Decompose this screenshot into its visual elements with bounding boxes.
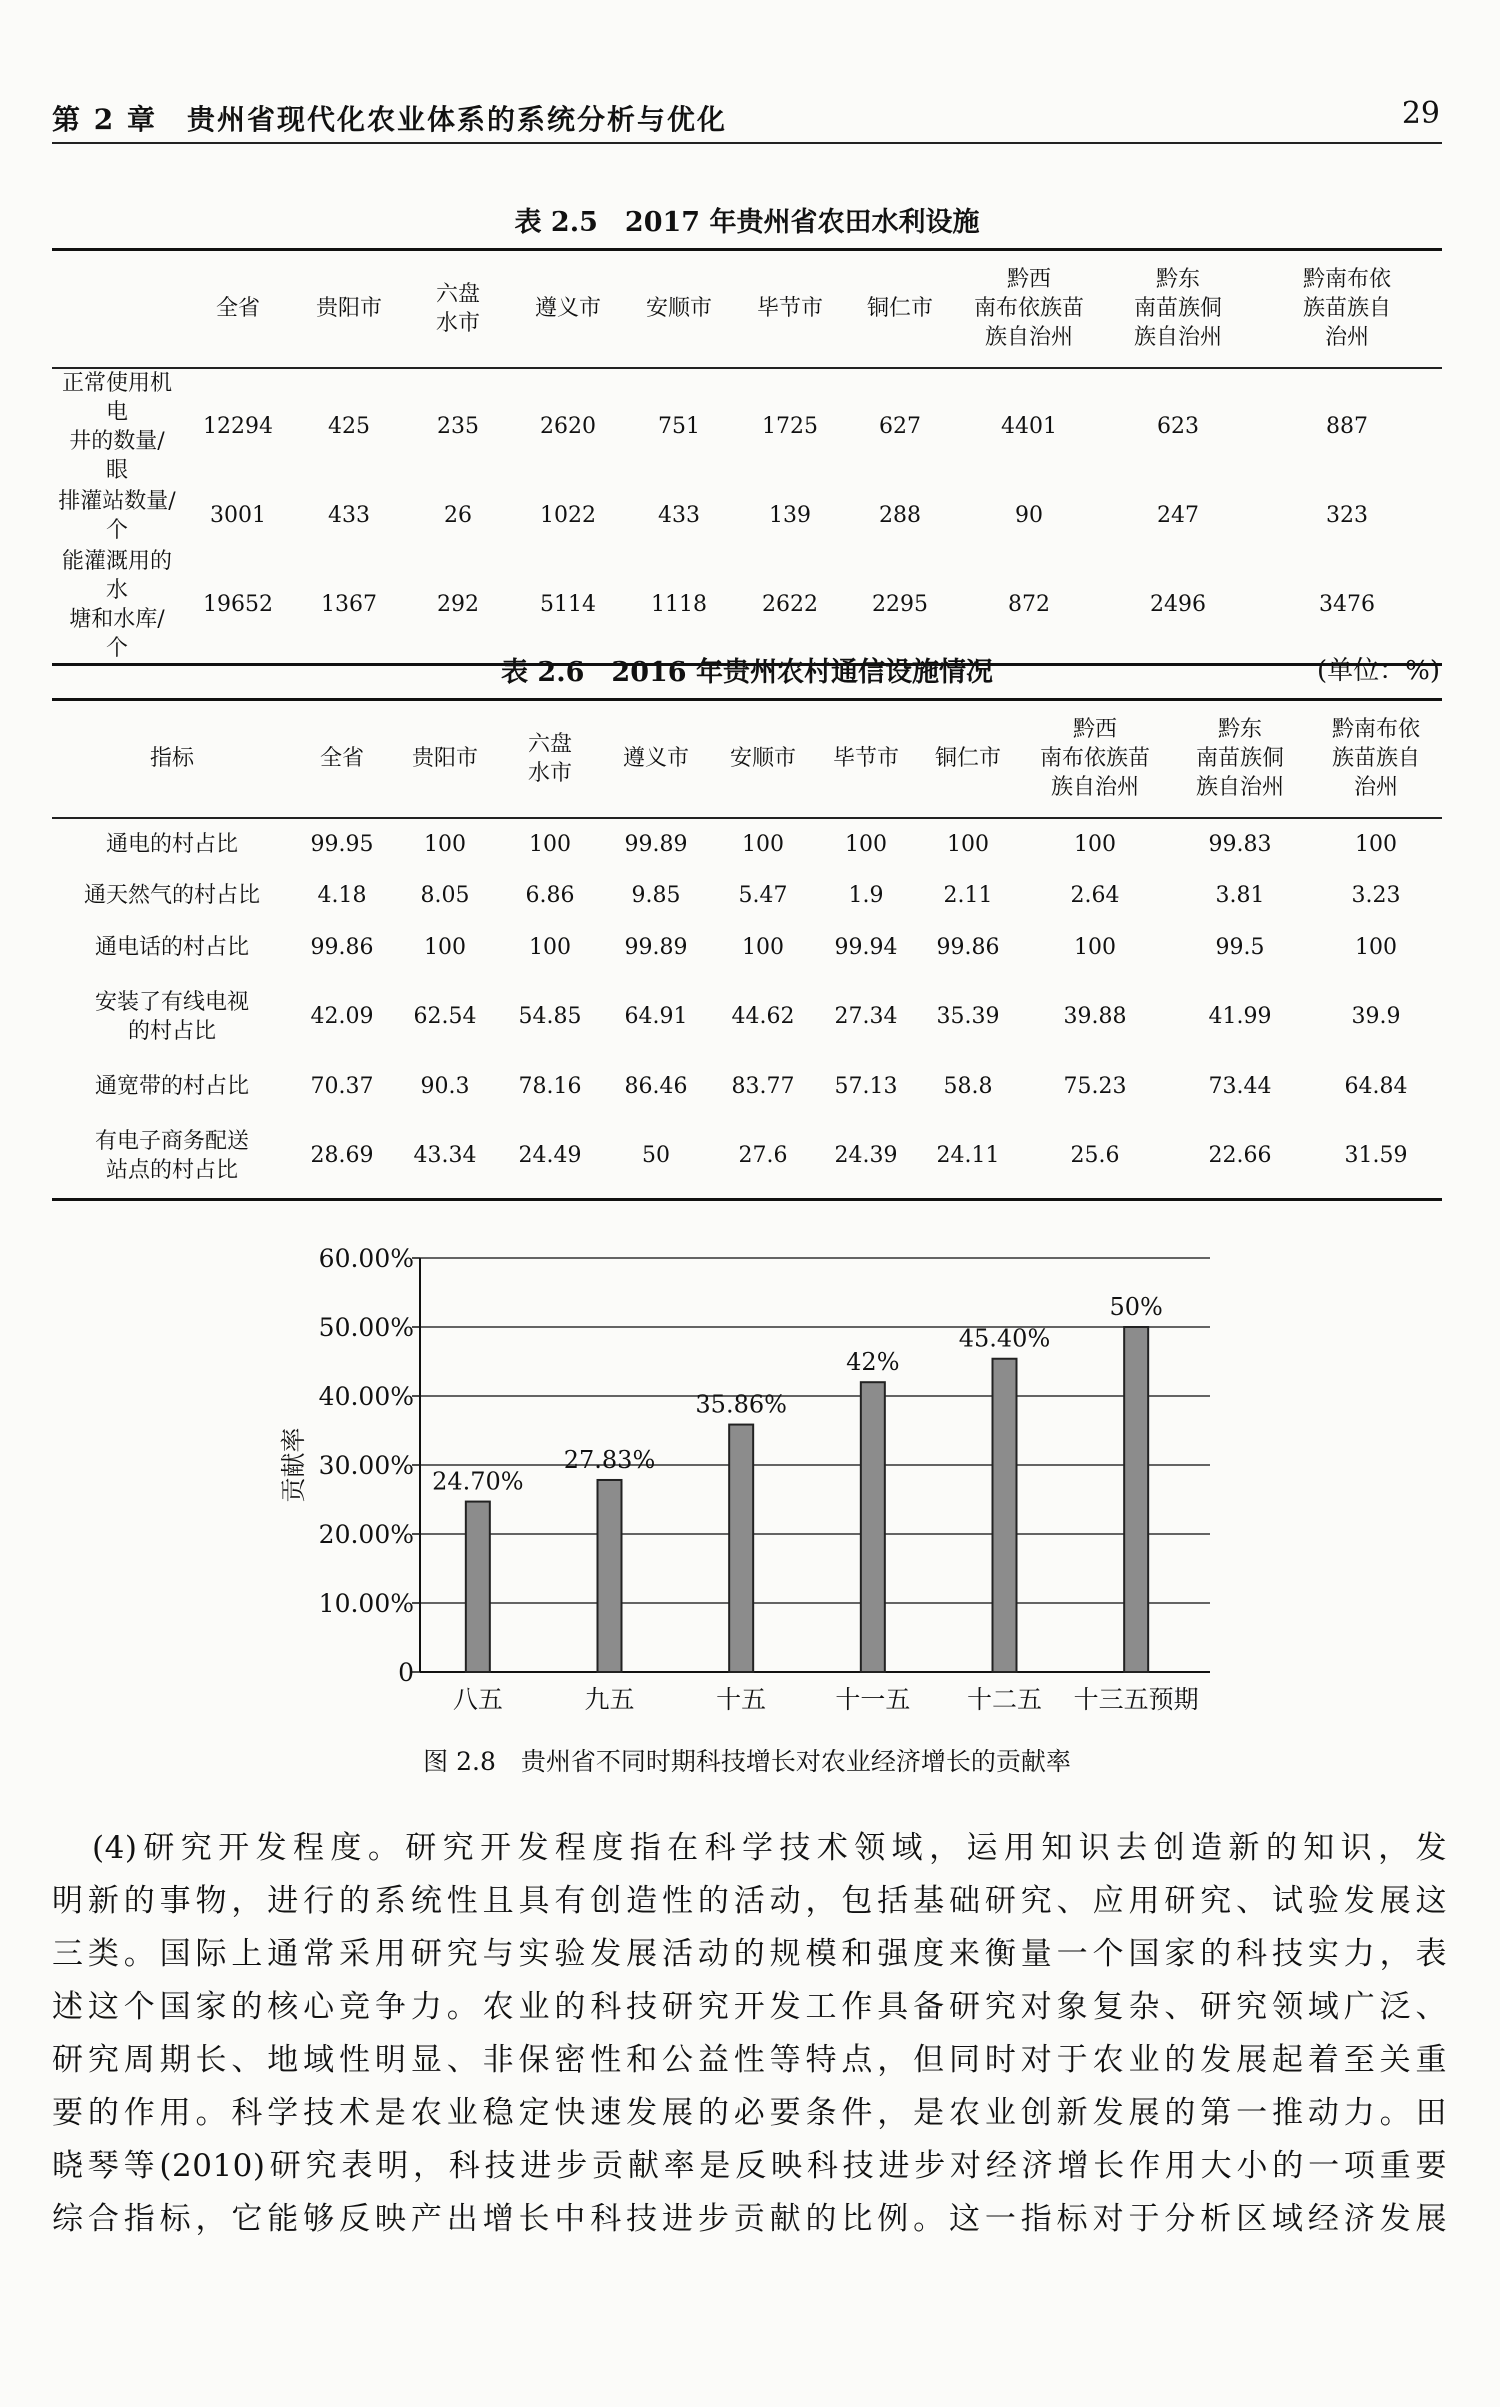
table-cell: 1022	[540, 503, 596, 528]
table-cell: 1367	[321, 592, 377, 617]
table-cell: 433	[328, 503, 370, 528]
y-axis-label: 贡献率	[279, 1427, 308, 1503]
table-cell: 751	[658, 414, 700, 439]
bar	[466, 1502, 490, 1672]
table-cell: 24.11	[936, 1143, 1000, 1169]
table-cell: 41.99	[1208, 1004, 1272, 1029]
table-cell: 6.86	[525, 883, 575, 908]
table-cell: 99.83	[1208, 831, 1272, 857]
table-cell: 100	[529, 935, 571, 960]
table2-col-header: 全省	[292, 700, 392, 818]
bar	[993, 1359, 1017, 1672]
bar	[598, 1480, 622, 1672]
paragraph-line: 三类。国际上通常采用研究与实验发展活动的规模和强度来衡量一个国家的科技实力，表	[52, 1936, 1447, 1972]
table-cell: 3001	[210, 503, 266, 528]
row-label: 通天然气的村占比	[83, 883, 260, 908]
table-cell: 100	[529, 831, 571, 857]
y-tick-label: 60.00%	[318, 1244, 414, 1273]
table-cell: 99.89	[624, 935, 688, 960]
data-label: 45.40%	[958, 1324, 1051, 1353]
table-cell: 2620	[540, 414, 596, 439]
table-cell: 100	[742, 831, 784, 857]
table1-col-header: 黔西 南布依族苗 族自治州	[954, 250, 1104, 368]
table-cell: 43.34	[413, 1143, 477, 1169]
data-label: 24.70%	[432, 1467, 524, 1496]
table-cell: 24.49	[518, 1143, 582, 1169]
table-cell: 99.86	[936, 935, 1000, 960]
table1-col-header: 铜仁市	[846, 250, 954, 368]
table2-col-header: 指标	[52, 700, 292, 818]
table-cell: 50	[642, 1143, 670, 1169]
table1-col-header: 安顺市	[624, 250, 734, 368]
table-cell: 31.59	[1344, 1143, 1408, 1169]
table-cell: 139	[769, 503, 811, 528]
table-cell: 1725	[762, 414, 818, 439]
table2-col-header: 毕节市	[816, 700, 916, 818]
paragraph-line: 要的作用。科学技术是农业稳定快速发展的必要条件，是农业创新发展的第一推动力。田	[52, 2095, 1447, 2131]
paragraph-line: (4)研究开发程度。研究开发程度指在科学技术领域，运用知识去创造新的知识，发	[92, 1830, 1447, 1866]
table-cell: 19652	[203, 592, 273, 617]
table-cell: 27.34	[834, 1004, 898, 1029]
table2-col-header: 安顺市	[710, 700, 816, 818]
table-cell: 39.88	[1063, 1004, 1127, 1029]
table-cell: 75.23	[1063, 1074, 1127, 1099]
data-label: 35.86%	[695, 1390, 787, 1419]
row-label: 正常使用机电 井的数量/眼	[62, 370, 173, 483]
table-cell: 90	[1015, 503, 1043, 528]
table-cell: 39.9	[1351, 1004, 1401, 1029]
data-label: 50%	[1109, 1293, 1163, 1321]
row-label: 有电子商务配送 站点的村占比	[94, 1128, 249, 1183]
table-cell: 27.6	[738, 1143, 788, 1169]
table-cell: 35.39	[936, 1004, 1000, 1029]
table-cell: 44.62	[731, 1004, 795, 1029]
table1-col-header: 贵阳市	[294, 250, 404, 368]
table2-col-header: 六盘 水市	[498, 700, 602, 818]
table2-col-header: 遵义市	[602, 700, 710, 818]
table-cell: 86.46	[624, 1074, 688, 1099]
table-cell: 100	[845, 831, 887, 857]
table-cell: 25.6	[1070, 1143, 1120, 1169]
table-cell: 58.8	[943, 1074, 993, 1099]
table-cell: 100	[742, 935, 784, 960]
chapter-title: 贵州省现代化农业体系的系统分析与优化	[186, 103, 727, 136]
x-tick-label: 八五	[452, 1685, 503, 1714]
table-cell: 78.16	[518, 1074, 582, 1099]
bar	[729, 1425, 753, 1672]
table2-title: 表 2.6 2016 年贵州农村通信设施情况	[501, 657, 993, 688]
x-tick-label: 十三五预期	[1073, 1685, 1199, 1714]
table-cell: 12294	[203, 414, 273, 439]
table-cell: 54.85	[518, 1004, 582, 1029]
table-cell: 28.69	[310, 1143, 374, 1169]
table-cell: 70.37	[310, 1074, 374, 1099]
table2-unit: (单位：%)	[1317, 656, 1440, 686]
table1-col-header: 遵义市	[512, 250, 624, 368]
table-cell: 2.64	[1070, 883, 1120, 908]
table-cell: 9.85	[631, 883, 681, 908]
row-label: 通宽带的村占比	[94, 1074, 249, 1099]
table-cell: 100	[424, 935, 466, 960]
table1-col-header: 六盘 水市	[404, 250, 512, 368]
table-cell: 2295	[872, 592, 928, 617]
table-cell: 292	[437, 592, 479, 617]
table2-col-header: 黔东 南苗族侗 族自治州	[1170, 700, 1310, 818]
table-cell: 425	[328, 414, 370, 439]
table-cell: 5.47	[738, 883, 788, 908]
table-cell: 887	[1326, 414, 1368, 439]
table-cell: 100	[947, 831, 989, 857]
table-cell: 2.11	[943, 883, 993, 908]
table-cell: 99.86	[310, 935, 374, 960]
table-cell: 99.89	[624, 831, 688, 857]
y-tick-label: 40.00%	[318, 1382, 414, 1411]
figure-caption: 图 2.8 贵州省不同时期科技增长对农业经济增长的贡献率	[423, 1747, 1071, 1776]
table-cell: 2622	[762, 592, 818, 617]
table-cell: 26	[444, 503, 472, 528]
bar	[861, 1382, 885, 1672]
table-cell: 235	[437, 414, 479, 439]
table-cell: 3.23	[1351, 883, 1401, 908]
y-tick-label: 50.00%	[318, 1313, 414, 1342]
paragraph-line: 明新的事物，进行的系统性且具有创造性的活动，包括基础研究、应用研究、试验发展这	[52, 1883, 1447, 1919]
table-cell: 4.18	[317, 883, 367, 908]
table-cell: 623	[1157, 414, 1199, 439]
table-cell: 5114	[540, 592, 596, 617]
row-label: 通电话的村占比	[94, 935, 249, 960]
table1-col-header: 黔南布依 族苗族自 治州	[1252, 250, 1442, 368]
table-cell: 22.66	[1208, 1143, 1272, 1169]
table-cell: 100	[1074, 935, 1116, 960]
table-cell: 3476	[1319, 592, 1375, 617]
table-cell: 4401	[1001, 414, 1057, 439]
table-cell: 1.9	[848, 883, 884, 908]
table-cell: 100	[1074, 831, 1116, 857]
table-cell: 3.81	[1215, 883, 1265, 908]
table-cell: 100	[1355, 831, 1397, 857]
table2-col-header: 铜仁市	[916, 700, 1020, 818]
table-cell: 64.91	[624, 1004, 688, 1029]
table-cell: 100	[1355, 935, 1397, 960]
row-label: 安装了有线电视 的村占比	[94, 989, 249, 1044]
row-label: 排灌站数量/个	[58, 488, 176, 543]
table-cell: 100	[424, 831, 466, 857]
page-number: 29	[1401, 96, 1440, 131]
table-cell: 42.09	[310, 1004, 374, 1029]
table-cell: 64.84	[1344, 1074, 1408, 1099]
paragraph-line: 研究周期长、地域性明显、非保密性和公益性等特点，但同时对于农业的发展起着至关重	[52, 2042, 1447, 2078]
paragraph-line: 综合指标，它能够反映产出增长中科技进步贡献的比例。这一指标对于分析区域经济发展	[52, 2201, 1447, 2237]
x-tick-label: 十一五	[835, 1685, 911, 1714]
paragraph-line: 晓琴等(2010)研究表明，科技进步贡献率是反映科技进步对经济增长作用大小的一项重要	[52, 2148, 1447, 2184]
table-cell: 99.95	[310, 831, 374, 857]
table-cell: 288	[879, 503, 921, 528]
table-cell: 8.05	[420, 883, 470, 908]
chapter-number: 第 2 章	[52, 103, 157, 136]
table-cell: 83.77	[731, 1074, 795, 1099]
table-cell: 247	[1157, 503, 1199, 528]
y-tick-label: 0	[398, 1658, 414, 1687]
table-cell: 99.5	[1215, 935, 1265, 960]
table1-caption: 表 2.5 2017 年贵州省农田水利设施	[514, 207, 980, 238]
table1-col-header: 毕节市	[734, 250, 846, 368]
x-tick-label: 十五	[716, 1685, 767, 1714]
table-cell: 433	[658, 503, 700, 528]
table-cell: 73.44	[1208, 1074, 1272, 1099]
table1-col-header: 全省	[182, 250, 294, 368]
bar	[1124, 1327, 1148, 1672]
table1-col-header: 黔东 南苗族侗 族自治州	[1104, 250, 1252, 368]
table2-col-header: 黔南布依 族苗族自 治州	[1310, 700, 1442, 818]
row-label: 通电的村占比	[105, 831, 238, 857]
x-tick-label: 九五	[584, 1685, 635, 1714]
table-cell: 1118	[651, 592, 707, 617]
body-paragraph	[52, 1822, 1447, 2246]
table-cell: 57.13	[834, 1074, 898, 1099]
table-cell: 627	[879, 414, 921, 439]
y-tick-label: 20.00%	[318, 1520, 414, 1549]
table-cell: 90.3	[420, 1074, 470, 1099]
paragraph-line: 述这个国家的核心竞争力。农业的科技研究开发工作具备研究对象复杂、研究领域广泛、	[52, 1989, 1447, 2025]
table-cell: 2496	[1150, 592, 1206, 617]
y-tick-label: 10.00%	[318, 1589, 414, 1618]
row-label: 能灌溉用的水 塘和水库/个	[62, 548, 173, 661]
table-cell: 99.94	[834, 935, 898, 960]
data-label: 42%	[846, 1348, 900, 1377]
table-cell: 872	[1008, 592, 1050, 617]
table-cell: 24.39	[834, 1143, 898, 1169]
table-cell: 62.54	[413, 1004, 477, 1029]
y-tick-label: 30.00%	[318, 1451, 414, 1480]
x-tick-label: 十二五	[966, 1685, 1043, 1714]
table-cell: 323	[1326, 503, 1368, 528]
table2-col-header: 贵阳市	[392, 700, 498, 818]
data-label: 27.83%	[563, 1445, 656, 1474]
table2-col-header: 黔西 南布依族苗 族自治州	[1020, 700, 1170, 818]
